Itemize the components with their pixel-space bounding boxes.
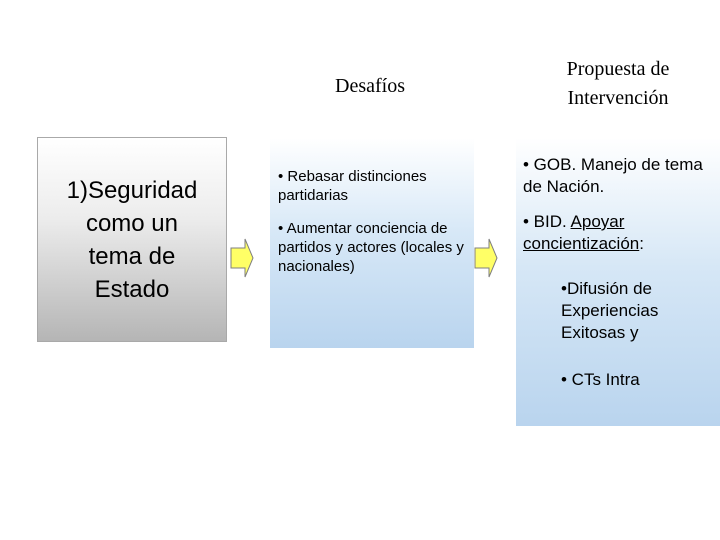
header-propuesta-line1: Propuesta de [566,58,670,80]
box-seguridad-line1: 1)Seguridad [66,176,198,204]
box-seguridad-line2: como un [85,209,179,237]
box-propuesta [516,138,720,426]
gob-text: . Manejo de tema de Nación. [523,155,703,196]
box-seguridad [37,137,227,342]
propuesta-item-bid [523,211,715,255]
box-desafios [270,138,474,348]
bid-colon: : [639,234,644,253]
header-propuesta [518,55,718,113]
propuesta-subitem-cts: • CTs Intra [561,370,640,389]
bid-label: • BID [523,212,563,231]
bid-apoyar-text: Apoyar concientización [523,212,640,253]
propuesta-subitem-difusion: •Difusión de Experiencias Exitosas y [561,279,659,342]
desafio-item-1: • Rebasar distinciones partidarias [278,168,427,204]
desafio-item-2: • Aumentar conciencia de partidos y actores (locales y nacionales) [278,220,464,275]
box-seguridad-line4: Estado [94,275,170,303]
gob-label: • GOB [523,155,572,174]
bid-dot: . [562,212,571,231]
arrow-right-icon [474,238,498,278]
header-propuesta-line2: Intervención [567,87,669,109]
header-desafios: Desafíos [335,75,405,97]
arrow-right-icon [230,238,254,278]
propuesta-item-gob [523,154,715,198]
box-seguridad-line3: tema de [88,242,176,270]
